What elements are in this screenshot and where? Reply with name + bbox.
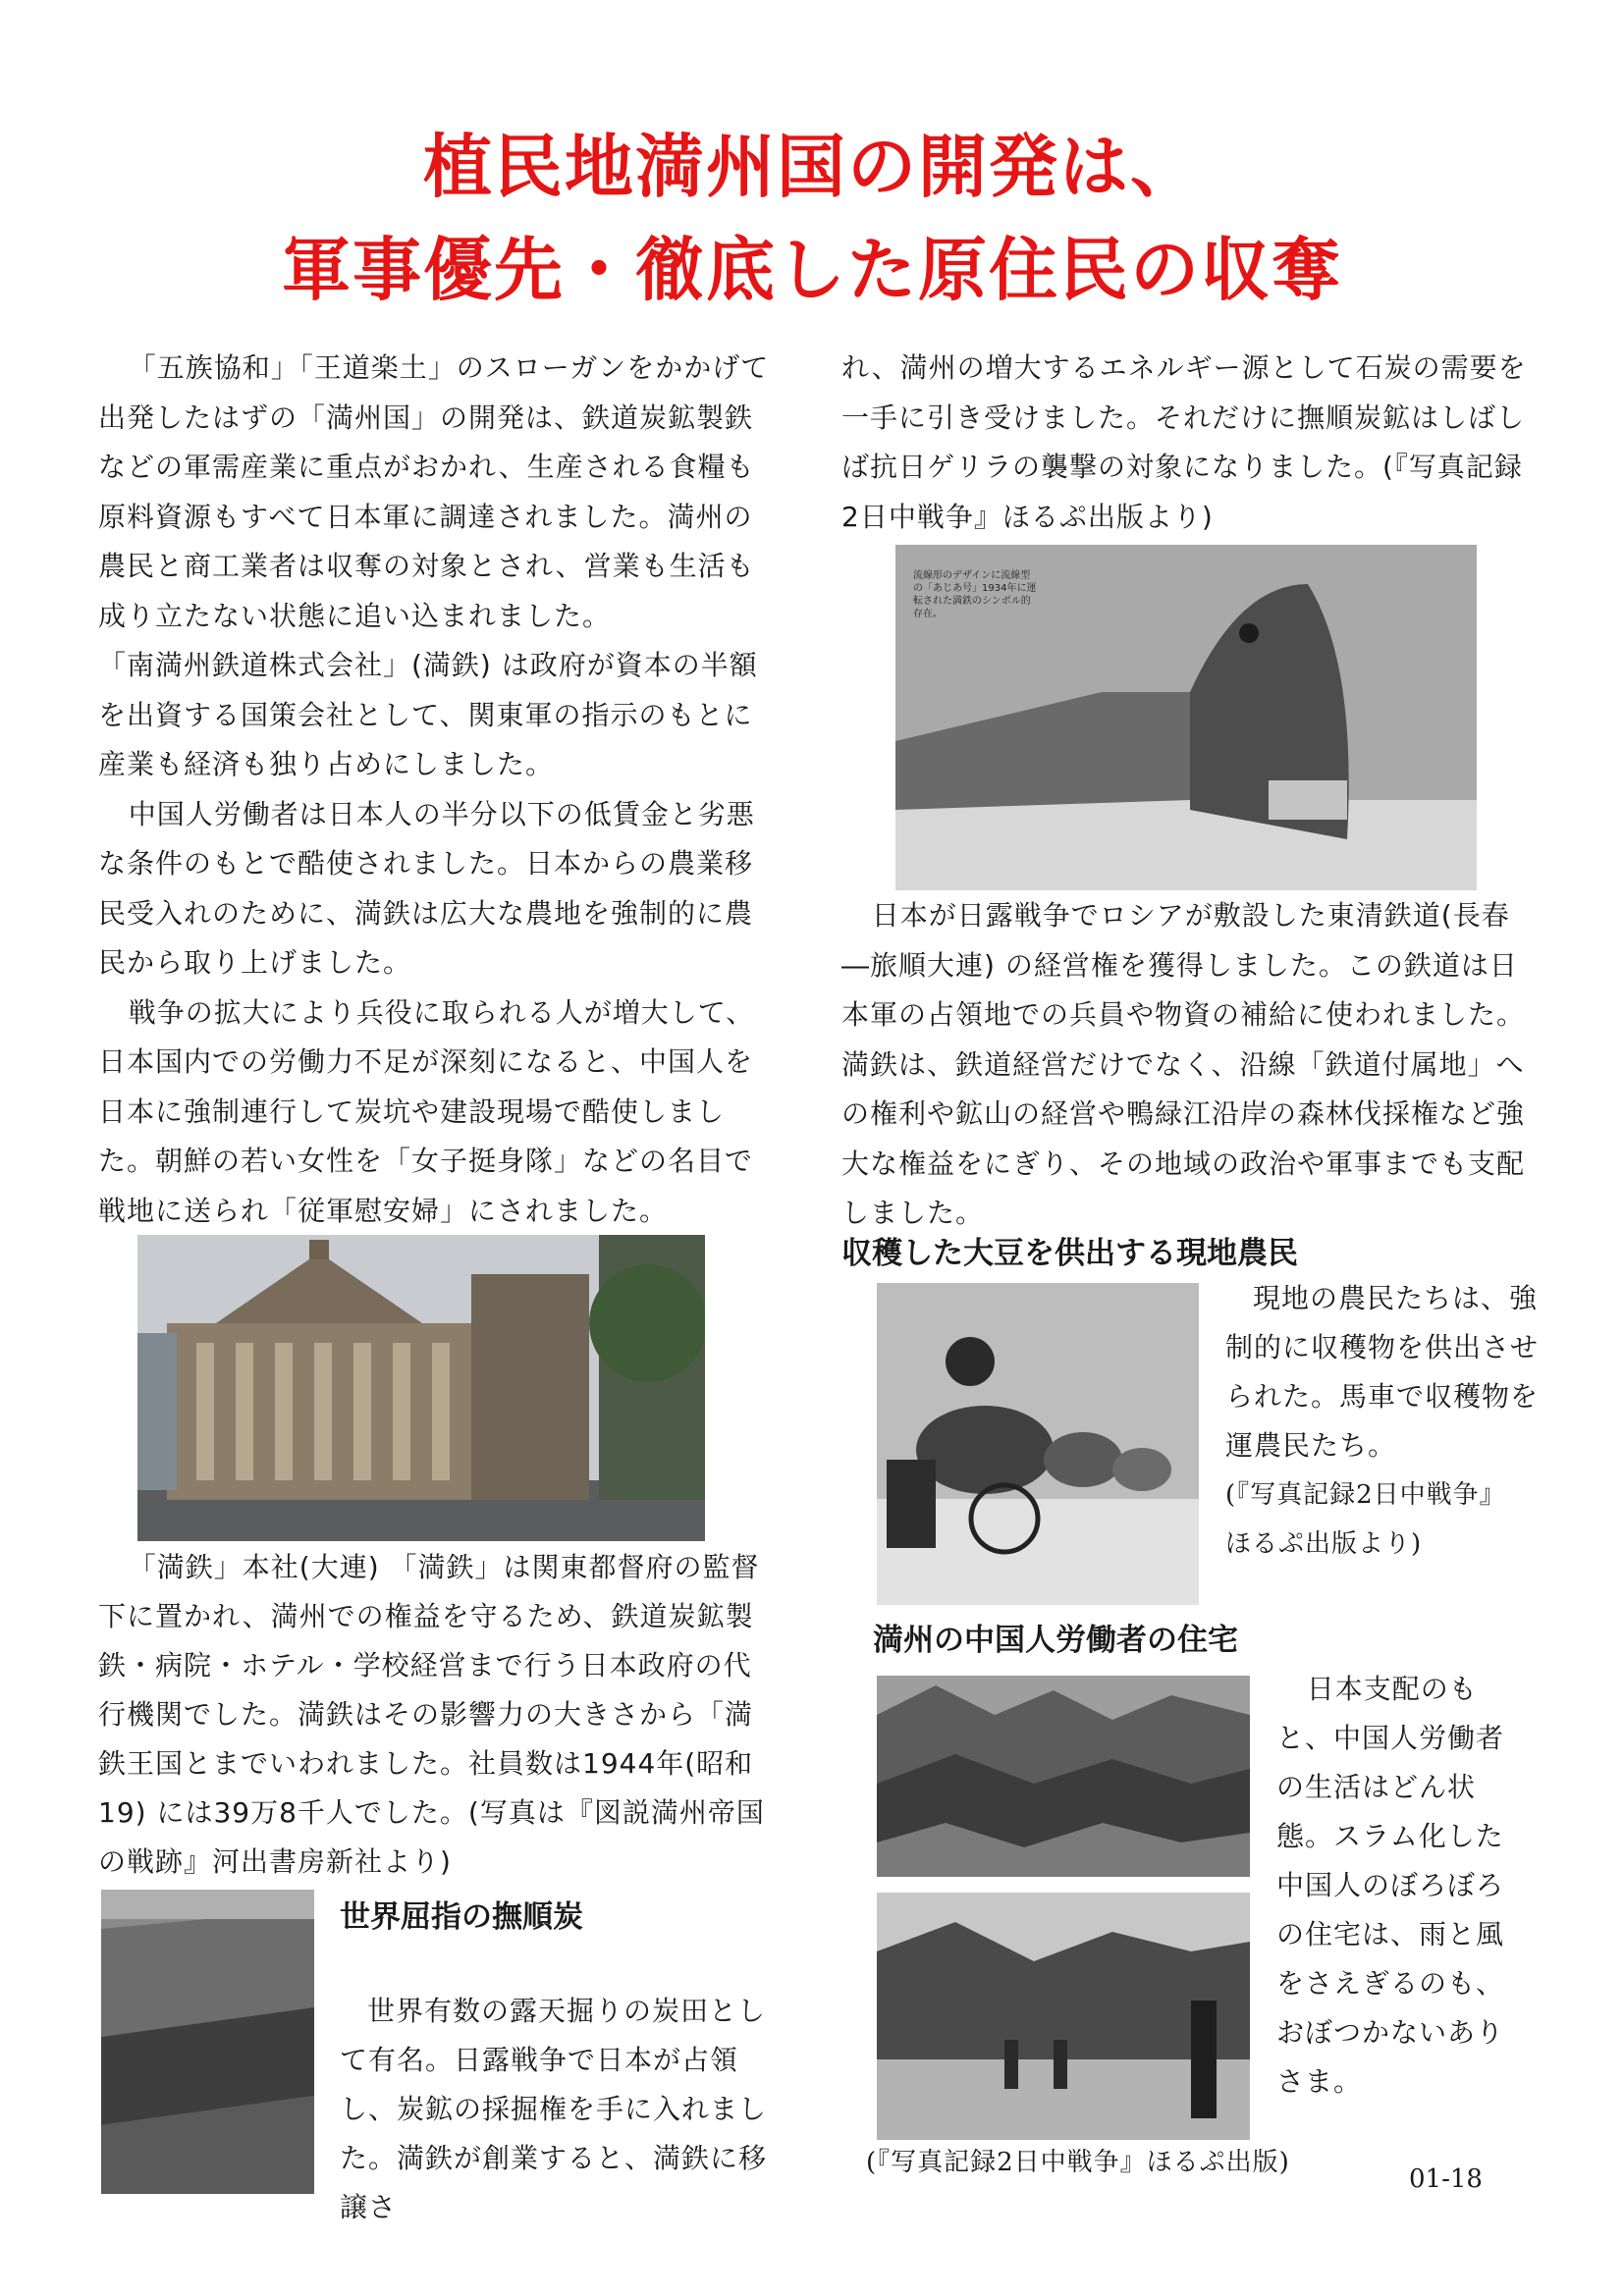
soybean-heading: 収穫した大豆を供出する現地農民 — [841, 1236, 1298, 1271]
soybean-text: 現地の農民たちは、強制的に収穫物を供出させられた。馬車で収穫物を運農民たち。 — [1225, 1282, 1540, 1462]
fushun-mine-photo — [101, 1890, 314, 2194]
train-inset-caption: 流線形のデザインに流線型の「あじあ号」1934年に運転された満鉄のシンボル的存在。 — [913, 570, 1037, 619]
page-number: 01-18 — [1409, 2164, 1483, 2194]
page-title-line-1: 植民地満州国の開発は、 — [423, 127, 1201, 207]
paragraph-slogan: 「五族協和」「王道楽土」のスローガンをかかげて出発したはずの「満州国」の開発は、鉄道炭鉱製鉄などの軍需産業に重点がおかれ、生産される食糧も原料資源もすべて日本軍に調達されました。満州の農民と商工業者は収奪の対象とされ、営業も生活も成り立たない状態に追い込まれました。 — [98, 351, 770, 632]
page-title-line-2: 軍事優先・徹底した原住民の収奪 — [282, 230, 1342, 310]
right-column-intro: れ、満州の増大するエネルギー源として石炭の需要を一手に引き受けました。それだけに撫順炭鉱はしばしば抗日ゲリラの襲撃の対象になりました。(『写真記録2日中戦争』ほるぷ出版より) — [841, 351, 1527, 533]
housing-source: (『写真記録2日中戦争』ほるぷ出版) — [866, 2148, 1290, 2177]
train-photo — [895, 545, 1477, 890]
farmers-cart-photo — [877, 1283, 1199, 1605]
paragraph-workers: 中国人労働者は日本人の半分以下の低賃金と劣悪な条件のもとで酷使されました。日本からの農業移民受入れのために、満鉄は広大な農地を強制的に農民から取り上げました。 — [98, 797, 755, 979]
paragraph-war: 戦争の拡大により兵役に取られる人が増大して、日本国内での労働力不足が深刻になると、中国人を日本に強制連行して炭坑や建設現場で酷使しました。朝鮮の若い女性を「女子挺身隊」などの名目で戦地に送られ「従軍慰安婦」にされました。 — [98, 995, 755, 1227]
soybean-source: (『写真記録2日中戦争』ほるぷ出版より) — [1225, 1480, 1506, 1559]
slum-houses-photo-2 — [877, 1893, 1250, 2140]
fushun-heading: 世界屈指の撫順炭 — [340, 1899, 583, 1935]
slum-houses-photo-1 — [877, 1676, 1250, 1877]
housing-text: 日本支配のもと、中国人労働者の生活はどん状態。スラム化した中国人のぼろぼろの住宅は、雨と風をさえぎるのも、おぼつかないありさま。 — [1276, 1673, 1505, 2098]
housing-heading: 満州の中国人労働者の住宅 — [873, 1623, 1238, 1658]
building-caption: 「満鉄」本社(大連) 「満鉄」は関東都督府の監督下に置かれ、満州での権益を守るため、鉄道炭鉱製鉄・病院・ホテル・学校経営まで行う日本政府の代行機関でした。満鉄はその影響力の大きさから「満鉄王国とまでいわれました。社員数は1944年(昭和19) には39万8千人でした。(写真は『図説満州帝国の戦跡』河出書房新社より) — [98, 1551, 765, 1878]
paragraph-mantetsu: 「南満州鉄道株式会社」(満鉄) は政府が資本の半額を出資する国策会社として、関東軍の指示のもとに産業も経済も独り占めにしました。 — [98, 649, 758, 780]
railway-paragraph: 日本が日露戦争でロシアが敷設した東清鉄道(長春―旅順大連) の経営権を獲得しました。この鉄道は日本軍の占領地での兵員や物資の補給に使われました。満鉄は、鉄道経営だけでなく、沿線「鉄道付属地」への権利や鉱山の経営や鴨緑江沿岸の森林伐採権など強大な権益をにぎり、その地域の政治や軍事までも支配しました。 — [841, 899, 1526, 1229]
mantetsu-headquarters-photo — [137, 1235, 705, 1541]
left-column-text — [98, 344, 776, 1236]
fushun-text: 世界有数の露天掘りの炭田として有名。日露戦争で日本が占領し、炭鉱の採掘権を手に入れました。満鉄が創業すると、満鉄に移譲さ — [340, 1995, 768, 2223]
